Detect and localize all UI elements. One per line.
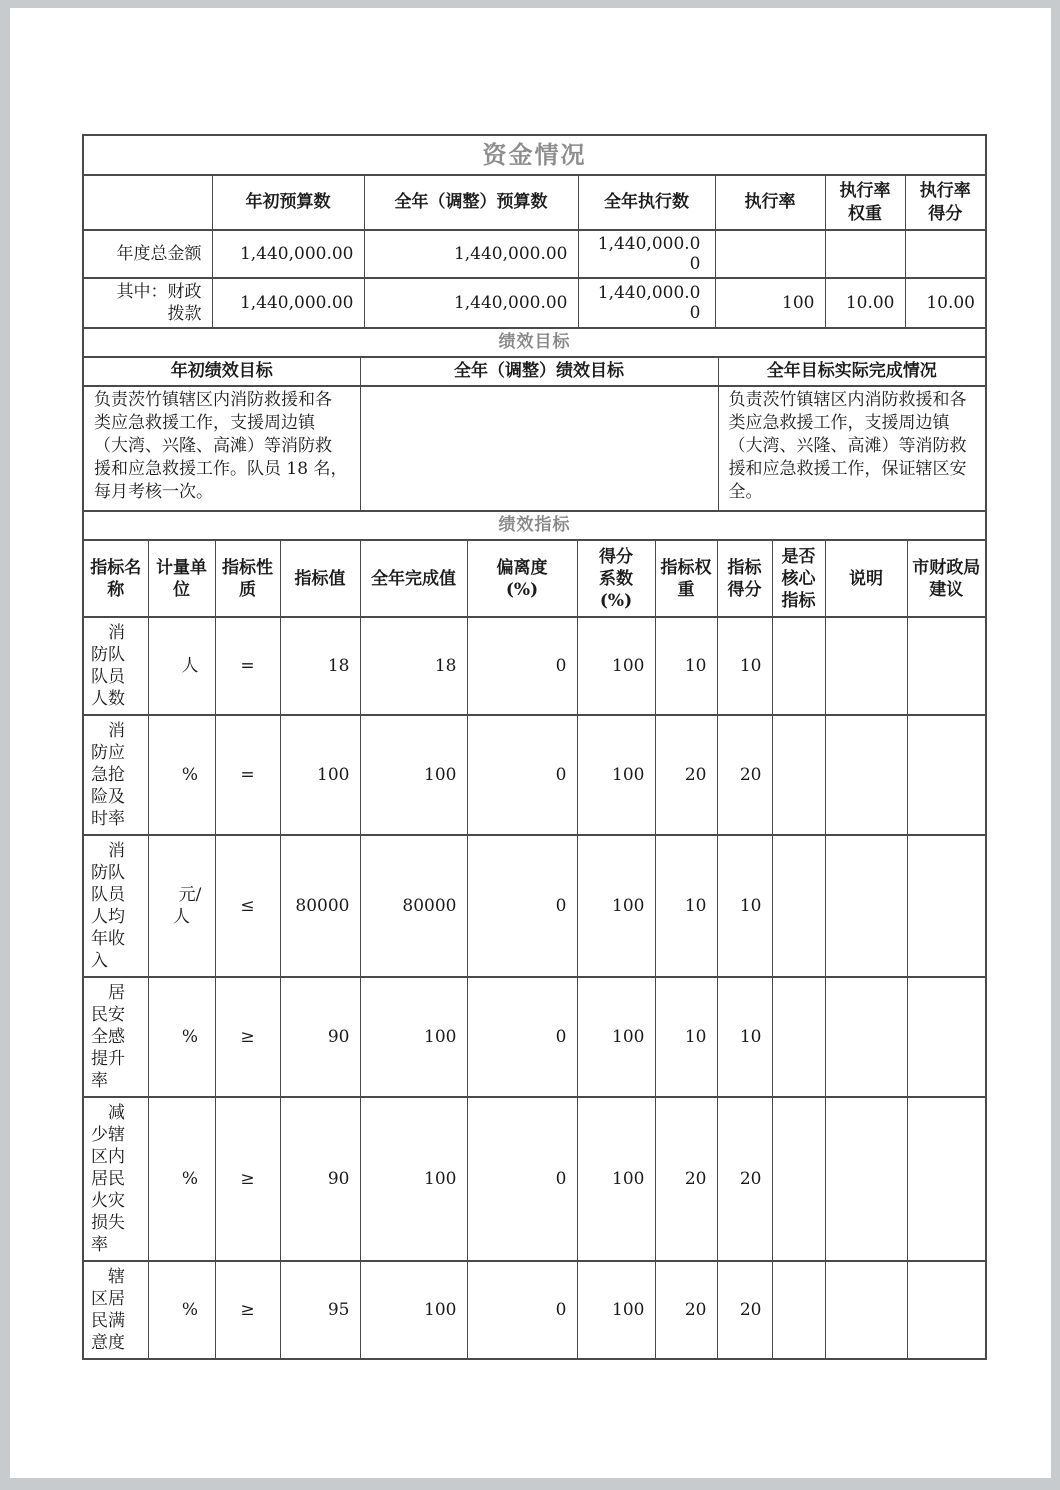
ind-target: 90 xyxy=(280,977,360,1097)
funding-executed: 1,440,000.00 xyxy=(578,230,715,278)
ind-score-coef: 100 xyxy=(577,1097,655,1261)
document-page xyxy=(10,8,1051,1478)
ind-actual: 80000 xyxy=(360,835,467,977)
funding-col-adjusted-budget: 全年（调整）预算数 xyxy=(364,176,578,230)
ind-score-coef: 100 xyxy=(577,1261,655,1358)
ind-col-deviation: 偏离度(%) xyxy=(467,541,577,617)
indicators-table xyxy=(84,541,985,1358)
ind-actual: 100 xyxy=(360,1261,467,1358)
ind-core xyxy=(772,977,825,1097)
funding-label: 年度总金额 xyxy=(84,230,212,278)
ind-weight: 20 xyxy=(655,715,717,835)
ind-col-note: 说明 xyxy=(825,541,907,617)
ind-col-actual: 全年完成值 xyxy=(360,541,467,617)
ind-weight: 20 xyxy=(655,1261,717,1358)
ind-weight: 10 xyxy=(655,617,717,715)
ind-score: 20 xyxy=(717,715,772,835)
ind-core xyxy=(772,1261,825,1358)
indicator-row xyxy=(84,1097,985,1261)
ind-note xyxy=(825,977,907,1097)
ind-score: 10 xyxy=(717,835,772,977)
funding-initial-budget: 1,440,000.00 xyxy=(212,278,364,327)
funding-executed: 1,440,000.00 xyxy=(578,278,715,327)
funding-col-executed: 全年执行数 xyxy=(578,176,715,230)
ind-score: 20 xyxy=(717,1261,772,1358)
ind-deviation: 0 xyxy=(467,1261,577,1358)
ind-unit: % xyxy=(148,1261,215,1358)
goals-content-row xyxy=(84,386,985,510)
ind-name: 辖区居民满意度 xyxy=(84,1261,148,1358)
ind-core xyxy=(772,715,825,835)
ind-score-coef: 100 xyxy=(577,977,655,1097)
ind-col-weight: 指标权重 xyxy=(655,541,717,617)
ind-actual: 100 xyxy=(360,715,467,835)
ind-advice xyxy=(907,617,985,715)
ind-note xyxy=(825,617,907,715)
ind-nature: ≥ xyxy=(215,1261,280,1358)
ind-deviation: 0 xyxy=(467,617,577,715)
ind-deviation: 0 xyxy=(467,1097,577,1261)
ind-score-coef: 100 xyxy=(577,617,655,715)
funding-rate-score: 10.00 xyxy=(905,278,985,327)
ind-score: 10 xyxy=(717,617,772,715)
funding-header-row xyxy=(84,176,985,230)
goals-table xyxy=(84,358,985,510)
goal-initial-text: 负责茨竹镇辖区内消防救援和各类应急救援工作，支援周边镇（大湾、兴隆、高滩）等消防救援和应急救援工作。队员 18 名，每月考核一次。 xyxy=(84,386,360,510)
funding-col-blank xyxy=(84,176,212,230)
ind-unit: 人 xyxy=(148,617,215,715)
report-table xyxy=(82,134,987,1360)
ind-note xyxy=(825,835,907,977)
ind-unit: % xyxy=(148,1097,215,1261)
ind-deviation: 0 xyxy=(467,715,577,835)
ind-score: 10 xyxy=(717,977,772,1097)
indicator-row xyxy=(84,977,985,1097)
ind-col-core: 是否核心指标 xyxy=(772,541,825,617)
ind-score: 20 xyxy=(717,1097,772,1261)
funding-rate-weight xyxy=(825,230,905,278)
funding-row-total xyxy=(84,230,985,278)
funding-exec-rate xyxy=(715,230,825,278)
ind-unit: % xyxy=(148,977,215,1097)
ind-core xyxy=(772,617,825,715)
ind-col-score: 指标得分 xyxy=(717,541,772,617)
funding-exec-rate: 100 xyxy=(715,278,825,327)
ind-col-score-coef: 得分系数(%) xyxy=(577,541,655,617)
ind-name: 居民安全感提升率 xyxy=(84,977,148,1097)
funding-label: 其中：财政拨款 xyxy=(84,278,212,327)
ind-actual: 100 xyxy=(360,977,467,1097)
ind-core xyxy=(772,1097,825,1261)
funding-col-rate-score: 执行率得分 xyxy=(905,176,985,230)
ind-note xyxy=(825,1097,907,1261)
funding-initial-budget: 1,440,000.00 xyxy=(212,230,364,278)
funding-rate-weight: 10.00 xyxy=(825,278,905,327)
ind-advice xyxy=(907,1097,985,1261)
goals-col-actual: 全年目标实际完成情况 xyxy=(718,358,985,386)
ind-target: 90 xyxy=(280,1097,360,1261)
indicator-row xyxy=(84,617,985,715)
ind-nature: ≥ xyxy=(215,977,280,1097)
ind-score-coef: 100 xyxy=(577,715,655,835)
indicators-header-row xyxy=(84,541,985,617)
ind-score-coef: 100 xyxy=(577,835,655,977)
funding-col-initial-budget: 年初预算数 xyxy=(212,176,364,230)
ind-name: 消防队队员人均年收入 xyxy=(84,835,148,977)
funding-col-rate-weight: 执行率权重 xyxy=(825,176,905,230)
ind-actual: 100 xyxy=(360,1097,467,1261)
ind-name: 减少辖区内居民火灾损失率 xyxy=(84,1097,148,1261)
ind-core xyxy=(772,835,825,977)
indicator-row xyxy=(84,715,985,835)
ind-advice xyxy=(907,715,985,835)
funding-adjusted-budget: 1,440,000.00 xyxy=(364,230,578,278)
funding-adjusted-budget: 1,440,000.00 xyxy=(364,278,578,327)
ind-col-unit: 计量单位 xyxy=(148,541,215,617)
ind-nature: = xyxy=(215,715,280,835)
ind-name: 消防应急抢险及时率 xyxy=(84,715,148,835)
goals-col-initial: 年初绩效目标 xyxy=(170,361,273,381)
ind-advice xyxy=(907,977,985,1097)
ind-unit: % xyxy=(148,715,215,835)
goal-adjusted-text xyxy=(360,386,718,510)
ind-weight: 10 xyxy=(655,977,717,1097)
ind-actual: 18 xyxy=(360,617,467,715)
ind-note xyxy=(825,1261,907,1358)
indicators-section-title: 绩效指标 xyxy=(84,510,985,541)
ind-advice xyxy=(907,835,985,977)
ind-deviation: 0 xyxy=(467,835,577,977)
funding-col-exec-rate: 执行率 xyxy=(715,176,825,230)
ind-note xyxy=(825,715,907,835)
funding-row-fiscal xyxy=(84,278,985,327)
indicator-row xyxy=(84,835,985,977)
goals-header-row xyxy=(84,358,985,386)
ind-nature: = xyxy=(215,617,280,715)
ind-target: 18 xyxy=(280,617,360,715)
ind-target: 100 xyxy=(280,715,360,835)
ind-weight: 20 xyxy=(655,1097,717,1261)
ind-weight: 10 xyxy=(655,835,717,977)
ind-nature: ≤ xyxy=(215,835,280,977)
ind-target: 80000 xyxy=(280,835,360,977)
goal-actual-text: 负责茨竹镇辖区内消防救援和各类应急救援工作，支援周边镇（大湾、兴隆、高滩）等消防救援和应急救援工作，保证辖区安全。 xyxy=(718,386,985,510)
ind-advice xyxy=(907,1261,985,1358)
funding-table xyxy=(84,176,985,327)
ind-col-name: 指标名称 xyxy=(90,557,142,600)
ind-deviation: 0 xyxy=(467,977,577,1097)
ind-nature: ≥ xyxy=(215,1097,280,1261)
ind-target: 95 xyxy=(280,1261,360,1358)
funding-rate-score xyxy=(905,230,985,278)
indicator-row xyxy=(84,1261,985,1358)
ind-col-target: 指标值 xyxy=(280,541,360,617)
funding-section-title: 资金情况 xyxy=(84,136,985,176)
ind-col-advice: 市财政局建议 xyxy=(907,541,985,617)
ind-col-nature: 指标性质 xyxy=(215,541,280,617)
ind-name: 消防队队员人数 xyxy=(84,617,148,715)
ind-unit: 元/人 xyxy=(148,835,215,977)
goals-col-adjusted: 全年（调整）绩效目标 xyxy=(360,358,718,386)
goals-section-title: 绩效目标 xyxy=(84,327,985,358)
